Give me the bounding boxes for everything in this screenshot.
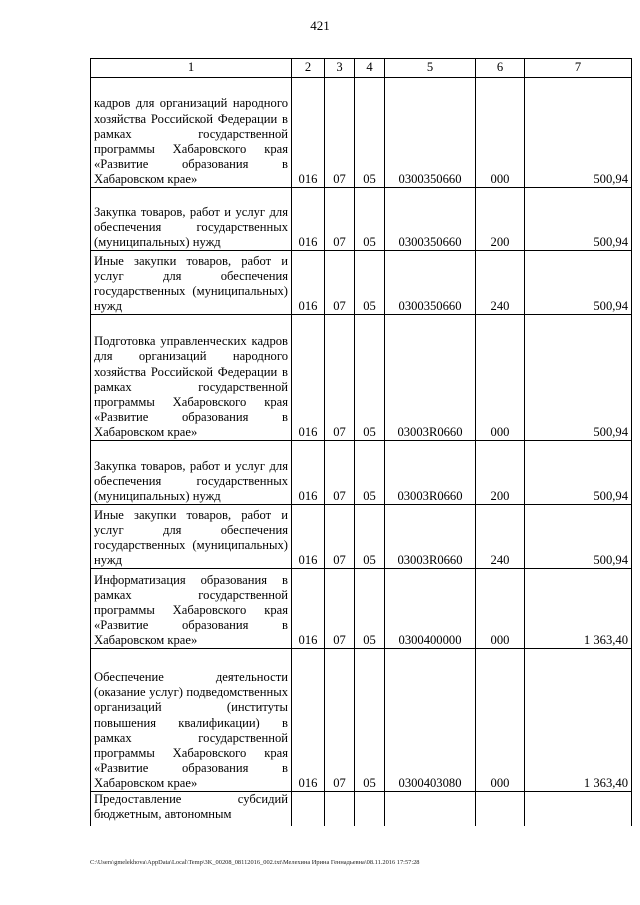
target-article-code: 0300350660 (385, 188, 476, 251)
subsection-code: 05 (355, 505, 385, 569)
amount: 500,94 (525, 315, 632, 441)
table-row (91, 441, 632, 505)
chapter-code: 016 (292, 569, 325, 649)
subsection-code: 05 (355, 78, 385, 188)
subsection-code: 05 (355, 569, 385, 649)
section-code: 07 (325, 441, 355, 505)
expense-type-code: 240 (476, 505, 525, 569)
subsection-code: 05 (355, 649, 385, 792)
target-article-code: 03003R0660 (385, 505, 476, 569)
chapter-code: 016 (292, 441, 325, 505)
target-article-code: 0300400000 (385, 569, 476, 649)
section-code: 07 (325, 78, 355, 188)
target-article-code: 0300403080 (385, 649, 476, 792)
column-header: 2 (292, 59, 325, 78)
row-name: Предоставление субсидий бюджетным, автономным (91, 792, 292, 826)
expense-type-code: 200 (476, 441, 525, 505)
expense-type-code: 200 (476, 188, 525, 251)
chapter-code: 016 (292, 649, 325, 792)
target-article-code: 03003R0660 (385, 441, 476, 505)
subsection-code: 05 (355, 441, 385, 505)
row-name: Закупка товаров, работ и услуг для обеспечения государственных (муниципальных) нужд (91, 188, 292, 251)
amount: 500,94 (525, 441, 632, 505)
amount: 500,94 (525, 251, 632, 315)
chapter-code: 016 (292, 315, 325, 441)
row-name: Иные закупки товаров, работ и услуг для обеспечения государственных (муниципальных) нужд (91, 251, 292, 315)
row-name: Подготовка управленческих кадров для организаций народного хозяйства Российской Федерации в рамках государственной программы Хабаровского края «Развитие образования в Хабаровском крае» (91, 315, 292, 441)
table-row (91, 78, 632, 188)
column-header: 5 (385, 59, 476, 78)
target-article-code (385, 792, 476, 826)
row-name: кадров для организаций народного хозяйства Российской Федерации в рамках государственной программы Хабаровского края «Развитие образования в Хабаровском крае» (91, 78, 292, 188)
section-code (325, 792, 355, 826)
row-name: Обеспечение деятельности (оказание услуг) подведомственных организаций (институты повышения квалификации) в рамках государственной программы Хабаровского края «Развитие образования в Хабаровском крае» (91, 649, 292, 792)
expense-type-code: 000 (476, 649, 525, 792)
row-name: Иные закупки товаров, работ и услуг для обеспечения государственных (муниципальных) нужд (91, 505, 292, 569)
column-header: 3 (325, 59, 355, 78)
column-header: 1 (91, 59, 292, 78)
row-name: Информатизация образования в рамках государственной программы Хабаровского края «Развитие образования в Хабаровском крае» (91, 569, 292, 649)
section-code: 07 (325, 649, 355, 792)
amount: 500,94 (525, 78, 632, 188)
table-row (91, 251, 632, 315)
chapter-code: 016 (292, 505, 325, 569)
section-code: 07 (325, 251, 355, 315)
target-article-code: 03003R0660 (385, 315, 476, 441)
section-code: 07 (325, 569, 355, 649)
chapter-code: 016 (292, 78, 325, 188)
target-article-code: 0300350660 (385, 251, 476, 315)
amount: 500,94 (525, 188, 632, 251)
subsection-code: 05 (355, 251, 385, 315)
section-code: 07 (325, 315, 355, 441)
amount: 1 363,40 (525, 649, 632, 792)
subsection-code: 05 (355, 188, 385, 251)
chapter-code: 016 (292, 188, 325, 251)
expense-type-code: 000 (476, 569, 525, 649)
budget-table (90, 58, 632, 826)
row-name: Закупка товаров, работ и услуг для обеспечения государственных (муниципальных) нужд (91, 441, 292, 505)
expense-type-code: 000 (476, 78, 525, 188)
section-code: 07 (325, 505, 355, 569)
expense-type-code (476, 792, 525, 826)
table-row (91, 649, 632, 792)
table-row (91, 188, 632, 251)
file-path-footer: C:\Users\gmelekhova\AppData\Local\Temp\3K_00208_08112016_002.txt\Мелехина Ирина Геннадьевна\08.11.2016 17:57:28 (90, 859, 420, 866)
table-row (91, 569, 632, 649)
column-header: 4 (355, 59, 385, 78)
expense-type-code: 240 (476, 251, 525, 315)
target-article-code: 0300350660 (385, 78, 476, 188)
chapter-code (292, 792, 325, 826)
table-row (91, 792, 632, 826)
table-row (91, 315, 632, 441)
subsection-code (355, 792, 385, 826)
chapter-code: 016 (292, 251, 325, 315)
amount (525, 792, 632, 826)
table-row (91, 505, 632, 569)
section-code: 07 (325, 188, 355, 251)
column-header: 6 (476, 59, 525, 78)
subsection-code: 05 (355, 315, 385, 441)
column-header: 7 (525, 59, 632, 78)
table-header-row (91, 59, 632, 78)
page-number: 421 (310, 18, 330, 33)
amount: 1 363,40 (525, 569, 632, 649)
expense-type-code: 000 (476, 315, 525, 441)
amount: 500,94 (525, 505, 632, 569)
